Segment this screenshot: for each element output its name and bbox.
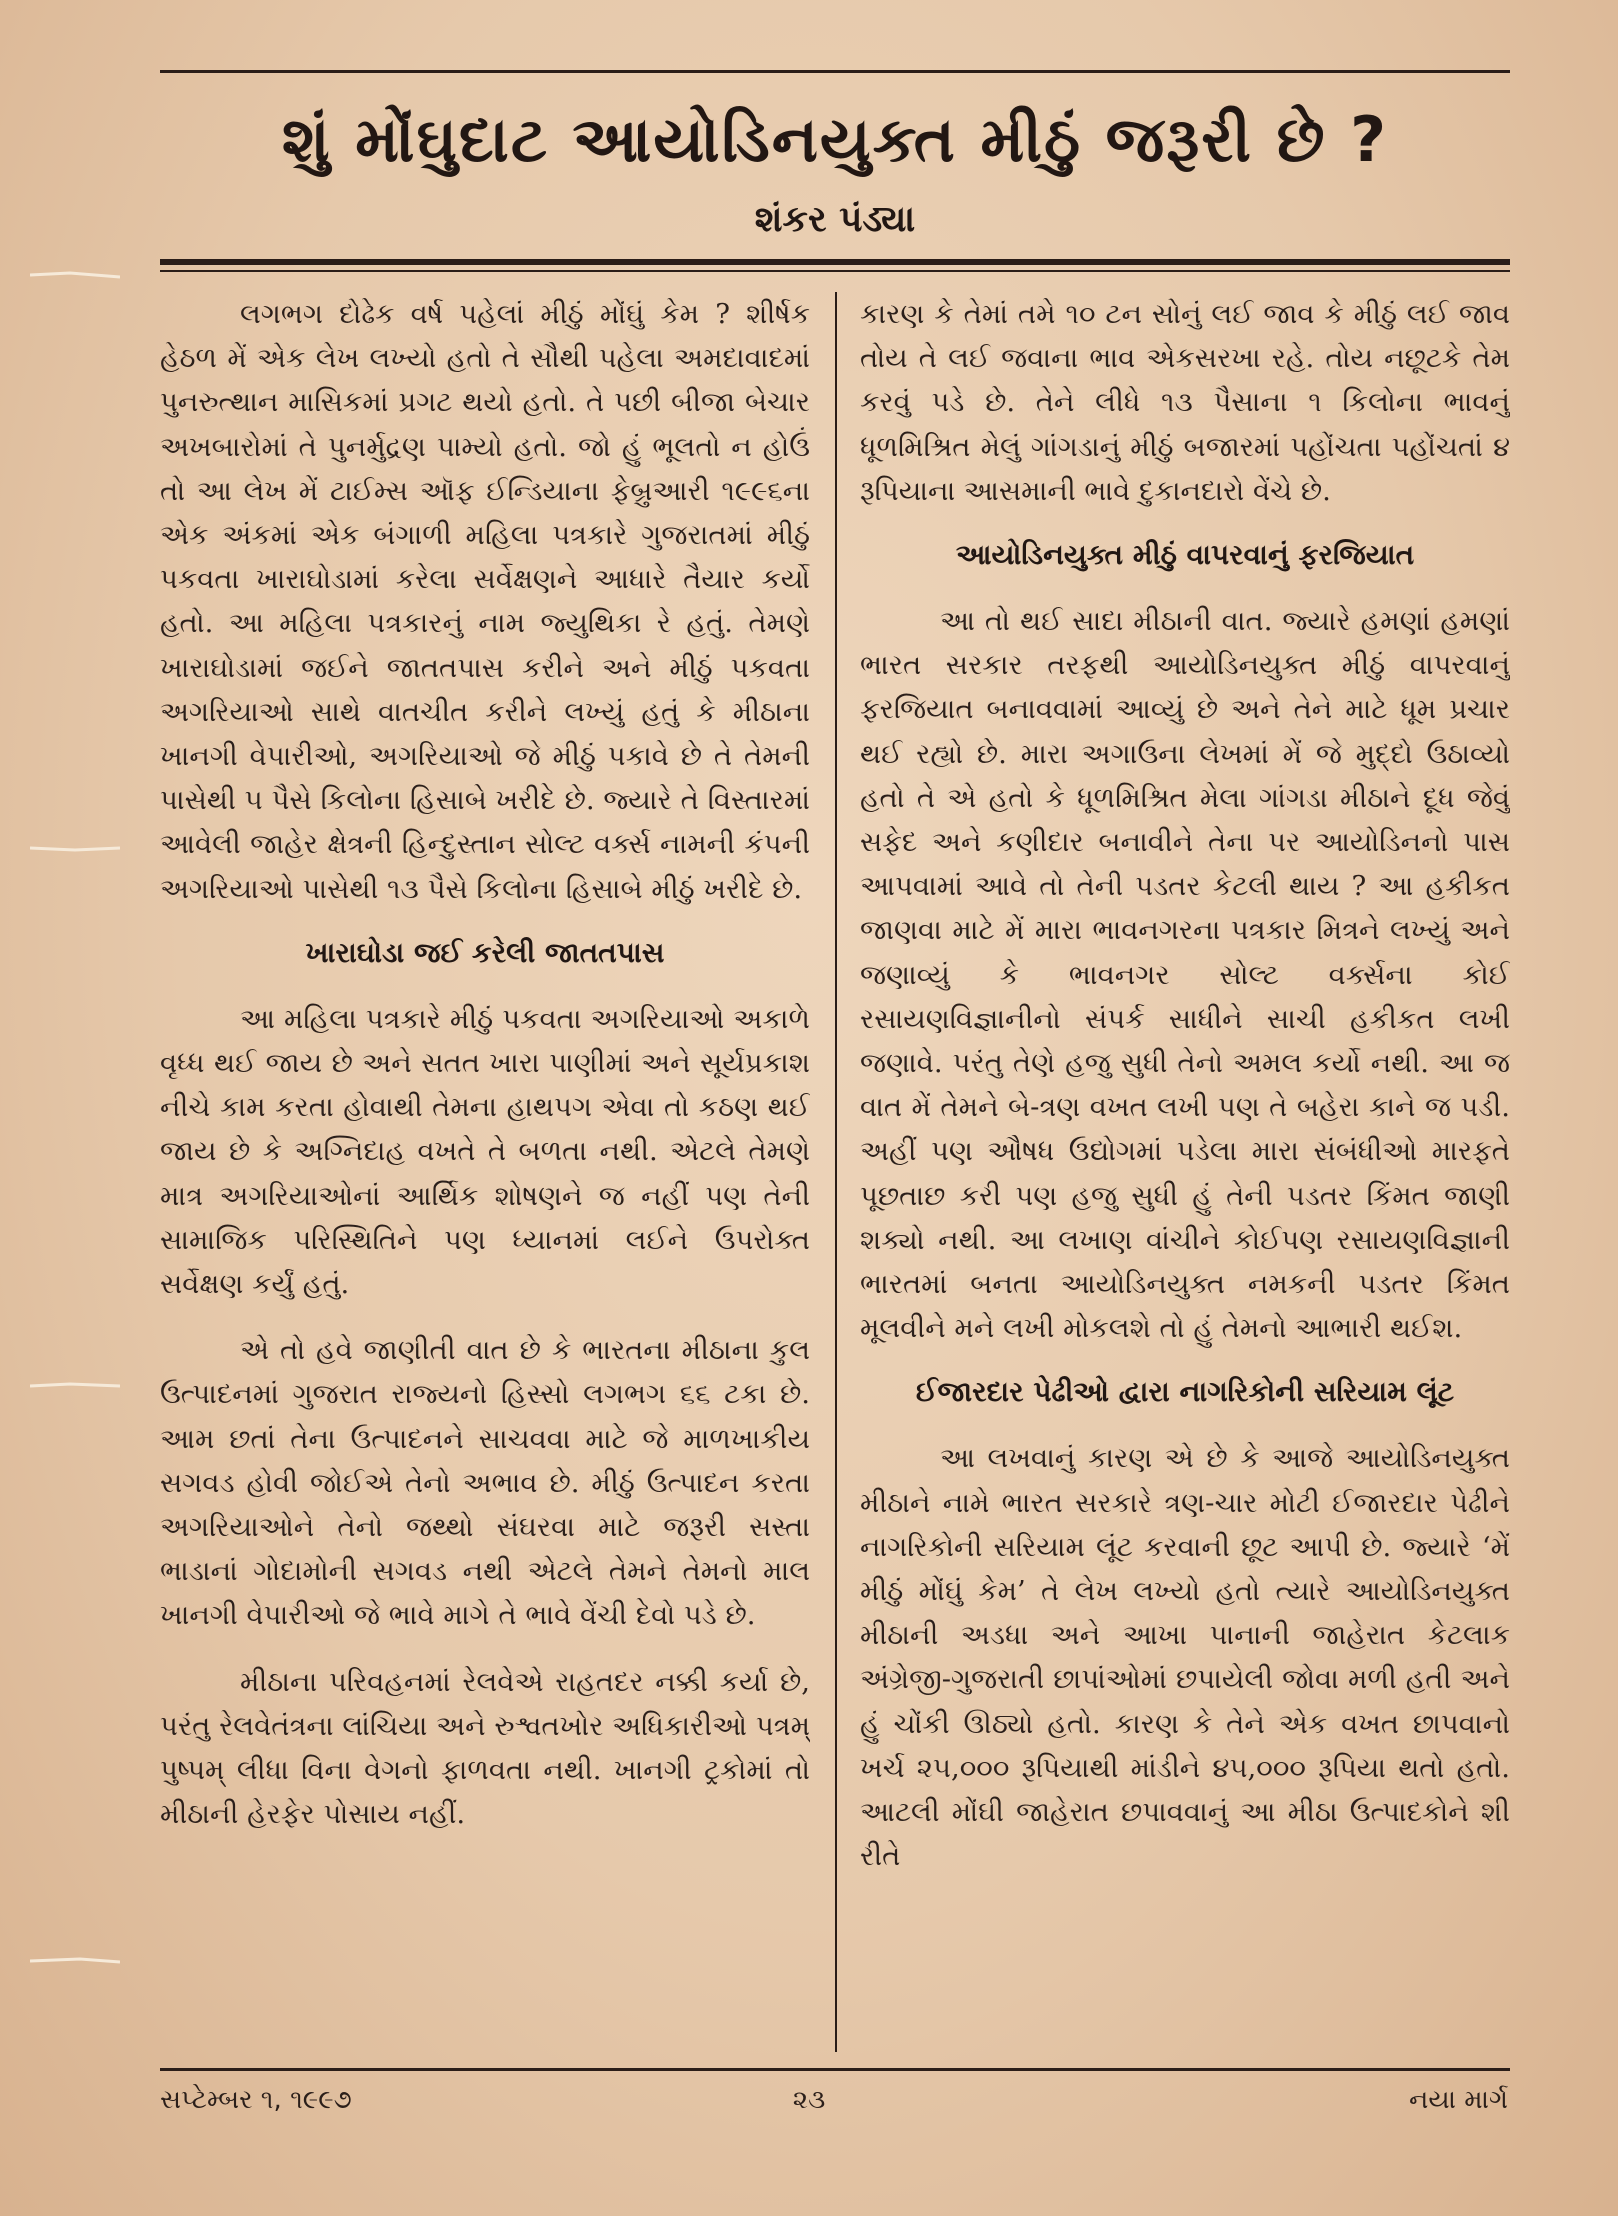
paragraph: એ તો હવે જાણીતી વાત છે કે ભારતના મીઠાના કુલ ઉત્પાદનમાં ગુજરાત રાજ્યનો હિસ્સો લગભગ ૬૬ ટકા છે. આમ છતાં તેના ઉત્પાદનને સાચવવા માટે જે માળખાકીય સગવડ હોવી જોઈએ તેનો અભાવ છે. મીઠું ઉત્પાદન કરતા અગરિયાઓને તેનો જથ્થો સંઘરવા માટે જરૂરી સસ્તા ભાડાનાં ગોદામોની સગવડ નથી એટલે તેમને તેમનો માલ ખાનગી વેપારીઓ જે ભાવે માગે તે ભાવે વેંચી દેવો પડે છે. <box>160 1334 810 1632</box>
paper-crease-mark <box>30 1378 120 1392</box>
section-heading: ખારાઘોડા જઈ કરેલી જાતતપાસ <box>305 935 665 969</box>
footer-magazine-name: નયા માર્ગ <box>1408 2085 1508 2115</box>
paragraph: આ તો થઈ સાદા મીઠાની વાત. જ્યારે હમણાં હમણાં ભારત સરકાર તરફથી આયોડિનયુક્ત મીઠું વાપરવાનું ફરજિયાત બનાવવામાં આવ્યું છે અને તેને માટે ધૂમ પ્રચાર થઈ રહ્યો છે. મારા અગાઉના લેખમાં મેં જે મુદ્દો ઉઠાવ્યો હતો તે એ હતો કે ધૂળમિશ્રિત મેલા ગાંગડા મીઠાને દૂધ જેવું સફેદ અને કણીદાર બનાવીને તેના પર આયોડિનનો પાસ આપવામાં આવે તો તેની પડતર કેટલી થાય ? આ હકીકત જાણવા માટે મેં મારા ભાવનગરના પત્રકાર મિત્રને લખ્યું અને જણાવ્યું કે ભાવનગર સોલ્ટ વર્ક્સના કોઈ રસાયણવિજ્ઞાનીનો સંપર્ક સાધીને સાચી હકીકત લખી જણાવે. પરંતુ તેણે હજુ સુધી તેનો અમલ કર્યો નથી. આ જ વાત મેં તેમને બે-ત્રણ વખત લખી પણ તે બહેરા કાને જ પડી. અહીં પણ ઔષધ ઉદ્યોગમાં પડેલા મારા સંબંધીઓ મારફતે પૂછતાછ કરી પણ હજુ સુધી હું તેની પડતર કિંમત જાણી શક્યો નથી. આ લખાણ વાંચીને કોઈપણ રસાયણવિજ્ઞાની ભારતમાં બનતા આયોડિનયુક્ત નમકની પડતર કિંમત મૂલવીને મને લખી મોકલશે તો હું તેમનો આભારી થઈશ. <box>860 605 1510 1345</box>
column-divider <box>835 292 837 2052</box>
paragraph: મીઠાના પરિવહનમાં રેલવેએ રાહતદર નક્કી કર્યા છે, પરંતુ રેલવેતંત્રના લાંચિયા અને રુશ્વતખોર અધિકારીઓ પત્રમ્ પુષ્પમ્ લીધા વિના વેગનો ફાળવતા નથી. ખાનગી ટ્રકોમાં તો મીઠાની હેરફેર પોસાય નહીં. <box>160 1665 810 1831</box>
header-thin-rule <box>160 270 1510 272</box>
article-author: શંકર પંડ્યા <box>754 199 916 240</box>
paragraph: આ લખવાનું કારણ એ છે કે આજે આયોડિનયુક્ત મીઠાને નામે ભારત સરકારે ત્રણ-ચાર મોટી ઈજારદાર પેઢીને નાગરિકોની સરિયામ લૂંટ કરવાની છૂટ આપી છે. જ્યારે ‘મેં મીઠું મોંઘું કેમ’ તે લેખ લખ્યો હતો ત્યારે આયોડિનયુક્ત મીઠાની અડધા અને આખા પાનાની જાહેરાત કેટલાક અંગ્રેજી-ગુજરાતી છાપાંઓમાં છપાયેલી જોવા મળી હતી અને હું ચોંકી ઊઠ્યો હતો. કારણ કે તેને એક વખત છાપવાનો ખર્ચ ૨૫,૦૦૦ રૂપિયાથી માંડીને ૪૫,૦૦૦ રૂપિયા થતો હતો. આટલી મોંઘી જાહેરાત છપાવવાનું આ મીઠા ઉત્પાદકોને શી રીતે <box>860 1442 1510 1873</box>
paragraph: આ મહિલા પત્રકારે મીઠું પકવતા અગરિયાઓ અકાળે વૃધ્ધ થઈ જાય છે અને સતત ખારા પાણીમાં અને સૂર્યપ્રકાશ નીચે કામ કરતા હોવાથી તેમના હાથપગ એવા તો કઠણ થઈ જાય છે કે અગ્નિદાહ વખતે તે બળતા નથી. એટલે તેમણે માત્ર અગરિયાઓનાં આર્થિક શોષણને જ નહીં પણ તેની સામાજિક પરિસ્થિતિને પણ ધ્યાનમાં લઈને ઉપરોક્ત સર્વેક્ષણ કર્યું હતું. <box>160 1002 810 1301</box>
article-title: શું મોંઘુદાટ આયોડિનયુક્ત મીઠું જરૂરી છે ? <box>281 103 1389 176</box>
paper-crease-mark <box>30 268 120 282</box>
footer-rule <box>160 2068 1510 2071</box>
left-column <box>160 292 810 2052</box>
header-thick-rule <box>160 259 1510 265</box>
paper-crease-mark <box>30 1954 120 1968</box>
right-column <box>860 292 1510 2052</box>
footer-page-number: ૨૩ <box>792 2085 826 2115</box>
top-rule <box>160 70 1510 73</box>
paragraph: લગભગ દોઢેક વર્ષ પહેલાં મીઠું મોંઘું કેમ ? શીર્ષક હેઠળ મેં એક લેખ લખ્યો હતો તે સૌથી પહેલા અમદાવાદમાં પુનરુત્થાન માસિકમાં પ્રગટ થયો હતો. તે પછી બીજા બેચાર અખબારોમાં તે પુનર્મુદ્રણ પામ્યો હતો. જો હું ભૂલતો ન હોઉં તો આ લેખ મેં ટાઈમ્સ ઑફ ઈન્ડિયાના ફેબ્રુઆરી ૧૯૯૬ના એક અંકમાં એક બંગાળી મહિલા પત્રકારે ગુજરાતમાં મીઠું પકવતા ખારાઘોડામાં કરેલા સર્વેક્ષણને આધારે તૈયાર કર્યો હતો. આ મહિલા પત્રકારનું નામ જ્યુથિકા રે હતું. તેમણે ખારાઘોડામાં જઈને જાતતપાસ કરીને અને મીઠું પકવતા અગરિયાઓ સાથે વાતચીત કરીને લખ્યું હતું કે મીઠાના ખાનગી વેપારીઓ, અગરિયાઓ જે મીઠું પકાવે છે તે તેમની પાસેથી ૫ પૈસે કિલોના હિસાબે ખરીદે છે. જ્યારે તે વિસ્તારમાં આવેલી જાહેર ક્ષેત્રની હિન્દુસ્તાન સોલ્ટ વર્ક્સ નામની કંપની અગરિયાઓ પાસેથી ૧૩ પૈસે કિલોના હિસાબે મીઠું ખરીદે છે. <box>160 298 810 905</box>
paragraph: કારણ કે તેમાં તમે ૧૦ ટન સોનું લઈ જાવ કે મીઠું લઈ જાવ તોય તે લઈ જવાના ભાવ એકસરખા રહે. તોય નછૂટકે તેમ કરવું પડે છે. તેને લીધે ૧૩ પૈસાના ૧ કિલોના ભાવનું ધૂળમિશ્રિત મેલું ગાંગડાનું મીઠું બજારમાં પહોંચતા પહોંચતાં ૪ રૂપિયાના આસમાની ભાવે દુકાનદારો વેંચે છે. <box>860 298 1510 507</box>
paper-crease-mark <box>30 842 120 856</box>
section-heading: ઈજારદાર પેઢીઓ દ્વારા નાગરિકોની સરિયામ લૂંટ <box>915 1375 1455 1409</box>
footer-date: સપ્ટેમ્બર ૧, ૧૯૯૭ <box>160 2085 352 2115</box>
section-heading: આયોડિનયુક્ત મીઠું વાપરવાનું ફરજિયાત <box>955 538 1415 572</box>
